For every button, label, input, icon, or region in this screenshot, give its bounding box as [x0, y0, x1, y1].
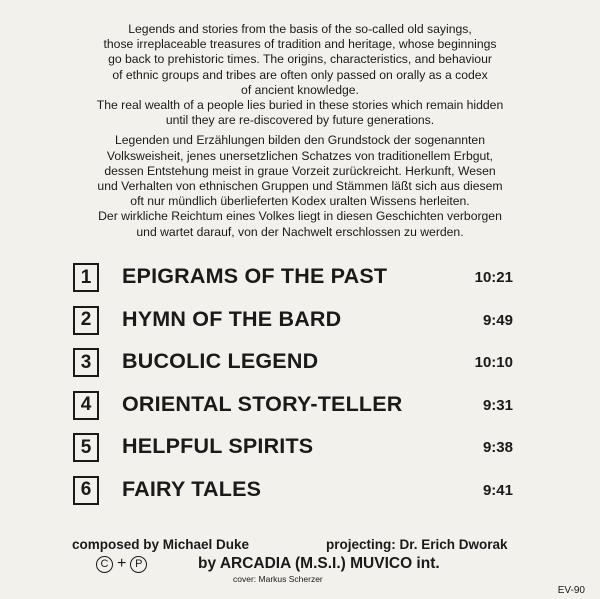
- text-line: dessen Entstehung meist in graue Vorzeit zurückreicht. Herkunft, Wesen: [104, 163, 496, 178]
- cover-credit: cover: Markus Scherzer: [233, 574, 323, 584]
- track-row: [73, 476, 513, 519]
- track-number: 6: [73, 476, 99, 505]
- liner-notes: [40, 22, 560, 240]
- track-number: 5: [73, 433, 99, 462]
- publisher-credit: by ARCADIA (M.S.I.) MUVICO int.: [198, 555, 440, 572]
- plus-sign: +: [117, 555, 127, 572]
- track-number: 4: [73, 391, 99, 420]
- text-line: Der wirkliche Reichtum eines Volkes liegt in diesen Geschichten verborgen: [98, 209, 502, 224]
- text-line: und wartet darauf, von der Nachwelt erschlossen zu werden.: [136, 224, 464, 239]
- catalog-code: EV-90: [557, 585, 585, 596]
- track-title: HELPFUL SPIRITS: [122, 434, 314, 458]
- text-line: until they are re-discovered by future generations.: [165, 113, 435, 128]
- track-duration: 9:49: [482, 311, 513, 329]
- german-text: [40, 133, 560, 239]
- text-line: und Verhalten von ethnischen Gruppen und Stämmen läßt sich aus diesem: [97, 179, 503, 194]
- track-list: [73, 263, 513, 518]
- projecting-credit: projecting: Dr. Erich Dworak: [326, 537, 508, 552]
- copyright-icon: C: [96, 556, 113, 573]
- track-title: EPIGRAMS OF THE PAST: [122, 264, 388, 288]
- text-line: Legends and stories from the basis of the so-called old sayings,: [128, 22, 472, 36]
- text-line: Volksweisheit, jenes unersetzlichen Schatzes von traditionellem Erbgut,: [106, 148, 494, 163]
- track-duration: 9:41: [482, 481, 513, 499]
- rights-marks: [96, 555, 147, 573]
- track-row: [73, 433, 513, 476]
- track-title: FAIRY TALES: [122, 476, 262, 501]
- text-line: oft nur mündlich überlieferten Kodex uralten Wissens herleiten.: [130, 194, 470, 209]
- text-line: Legenden und Erzählungen bilden den Grundstock der sogenannten: [115, 133, 485, 148]
- track-duration: 9:31: [482, 396, 513, 414]
- text-line: The real wealth of a people lies buried in these stories which remain hidden: [96, 98, 504, 113]
- text-line: those irreplaceable treasures of tradition and heritage, whose beginnings: [103, 37, 497, 52]
- track-duration: 10:10: [474, 354, 513, 371]
- track-row: [73, 263, 513, 306]
- track-row: [73, 306, 513, 349]
- track-number: 1: [73, 263, 99, 292]
- track-number: 2: [73, 306, 99, 335]
- track-duration: 10:21: [474, 269, 513, 286]
- track-title: ORIENTAL STORY-TELLER: [122, 391, 403, 416]
- track-row: [73, 391, 513, 434]
- text-line: go back to prehistoric times. The origins, characteristics, and behaviour: [108, 52, 492, 67]
- english-text: [40, 22, 560, 128]
- track-title: HYMN OF THE BARD: [122, 306, 342, 331]
- text-line: of ethnic groups and tribes are often only passed on orally as a codex: [112, 67, 488, 82]
- track-row: [73, 348, 513, 391]
- phonogram-icon: P: [130, 556, 147, 573]
- track-duration: 9:38: [482, 439, 513, 456]
- track-number: 3: [73, 348, 99, 377]
- track-title: BUCOLIC LEGEND: [122, 349, 319, 373]
- text-line: of ancient knowledge.: [241, 82, 359, 97]
- composer-credit: composed by Michael Duke: [72, 537, 250, 552]
